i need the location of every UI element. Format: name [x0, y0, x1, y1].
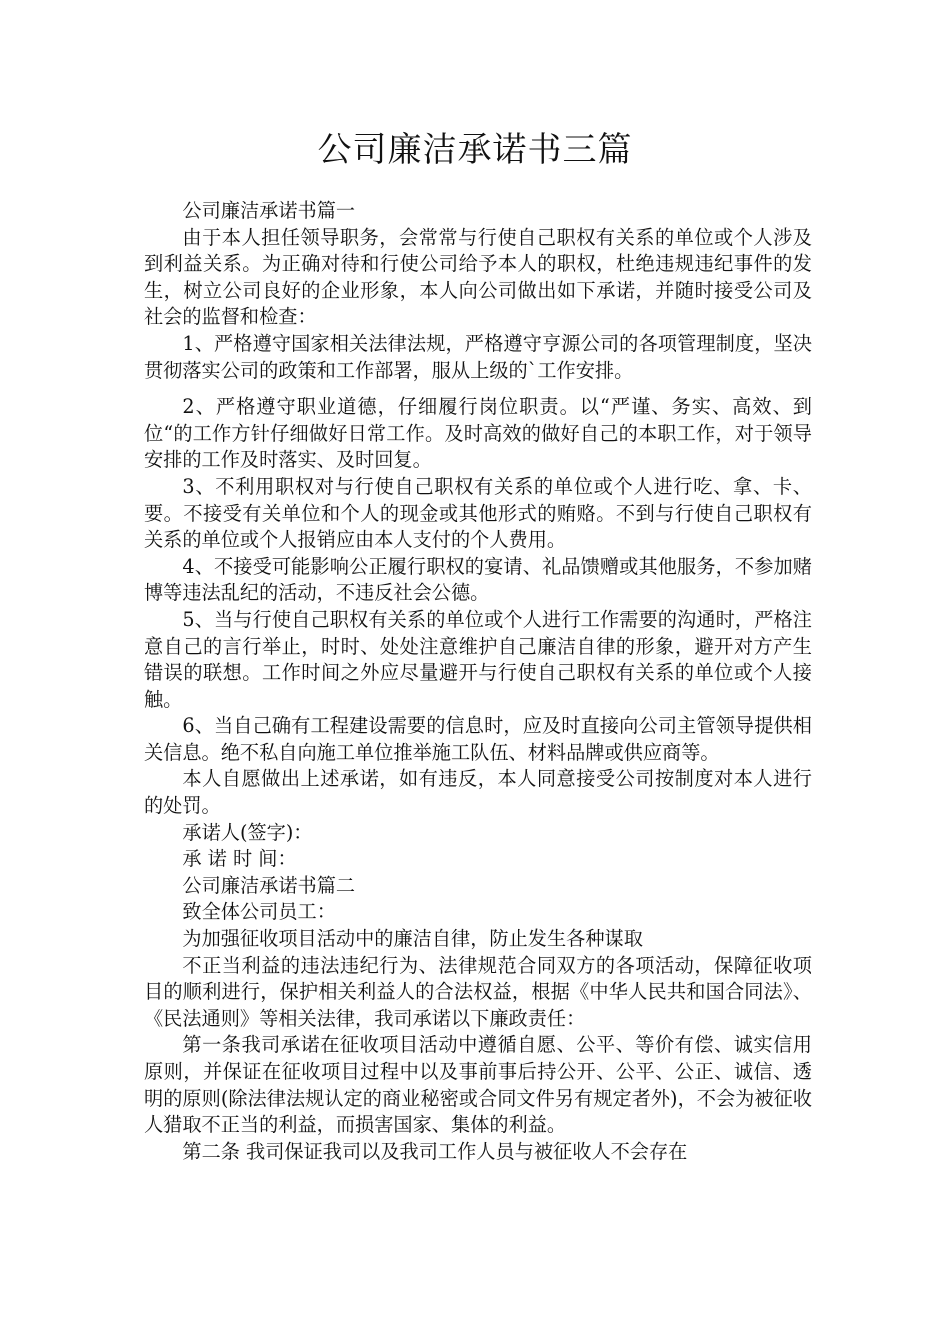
date-line: 承 诺 时 间：	[182, 847, 297, 871]
article-one: 第一条我司承诺在征收项目活动中遵循自愿、公平、等价有偿、诚实信用原则，并保证在征收项目过程中以及事前事后持公开、公平、公正、诚信、透明的原则(除法律法规认定的商业秘密或合同文件另有规定者外)，不会为被征收人猎取不正当的利益，而损害国家、集体的利益。	[144, 1033, 812, 1137]
commitment-item-2: 2、严格遵守职业道德，仔细履行岗位职责。以“严谨、务实、高效、到位“的工作方针仔细做好日常工作。及时高效的做好自己的本职工作，对于领导安排的工作及时落实、及时回复。	[144, 395, 812, 472]
commitment-item-3: 3、不利用职权对与行使自己职权有关系的单位或个人进行吃、拿、卡、要。不接受有关单位和个人的现金或其他形式的贿赂。不到与行使自己职权有关系的单位或个人报销应由本人支付的个人费用。	[144, 474, 812, 552]
section-heading-two: 公司廉洁承诺书篇二	[182, 873, 356, 897]
purpose-paragraph-continued: 不正当利益的违法违纪行为、法律规范合同双方的各项活动，保障征收项目的顺利进行，保护相关利益人的合法权益，根据《中华人民共和国合同法》、《民法通则》等相关法律，我司承诺以下廉政责任：	[144, 953, 812, 1030]
commitment-item-5: 5、当与行使自己职权有关系的单位或个人进行工作需要的沟通时，严格注意自己的言行举止，时时、处处注意维护自己廉洁自律的形象，避开对方产生错误的联想。工作时间之外应尽量避开与行使自己职权有关系的单位或个人接触。	[144, 607, 812, 711]
intro-paragraph: 由于本人担任领导职务，会常常与行使自己职权有关系的单位或个人涉及到利益关系。为正确对待和行使公司给予本人的职权，杜绝违规违纪事件的发生，树立公司良好的企业形象，本人向公司做出如下承诺，并随时接受公司及社会的监督和检查：	[144, 225, 812, 329]
commitment-item-4: 4、不接受可能影响公正履行职权的宴请、礼品馈赠或其他服务，不参加赌博等违法乱纪的活动，不违反社会公德。	[144, 554, 812, 605]
commitment-item-6: 6、当自己确有工程建设需要的信息时，应及时直接向公司主管领导提供相关信息。绝不私自向施工单位推举施工队伍、材料品牌或供应商等。	[144, 714, 812, 764]
document-body	[144, 198, 812, 1165]
article-two: 第二条 我司保证我司以及我司工作人员与被征收人不会存在	[182, 1139, 688, 1163]
salutation: 致全体公司员工：	[182, 900, 336, 924]
document-title: 公司廉洁承诺书三篇	[317, 130, 633, 170]
commitment-item-1: 1、严格遵守国家相关法律法规，严格遵守亨源公司的各项管理制度，坚决贯彻落实公司的政策和工作部署，服从上级的`工作安排。	[144, 331, 812, 382]
purpose-paragraph-start: 为加强征收项目活动中的廉洁自律，防止发生各种谋取	[182, 927, 643, 951]
voluntary-statement: 本人自愿做出上述承诺，如有违反，本人同意接受公司按制度对本人进行的处罚。	[144, 767, 812, 818]
section-heading-one: 公司廉洁承诺书篇一	[182, 199, 356, 222]
signature-line: 承诺人(签字)：	[182, 820, 313, 844]
